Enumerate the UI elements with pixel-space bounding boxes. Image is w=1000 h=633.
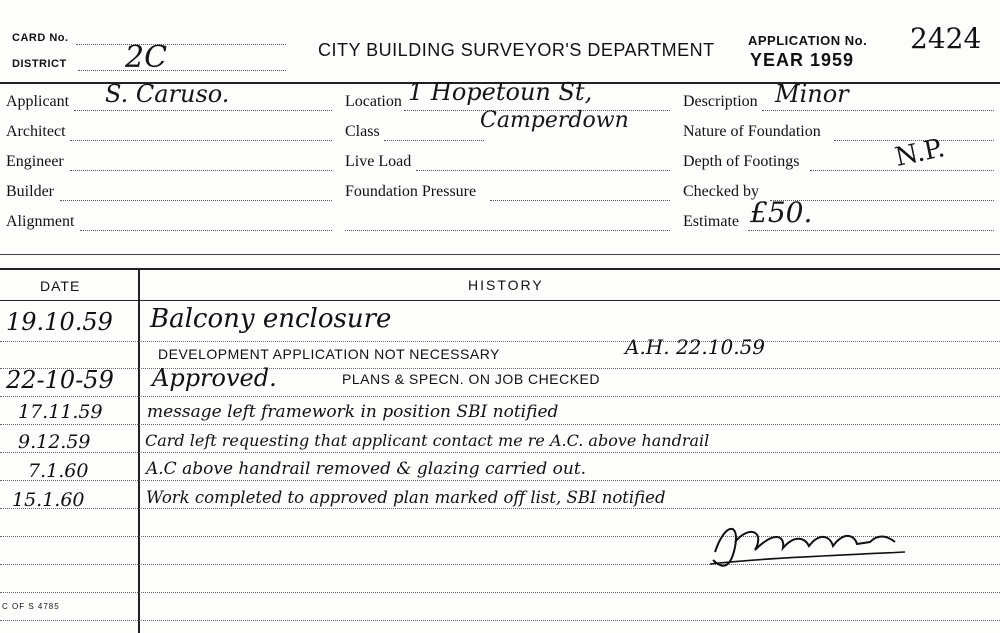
row-line xyxy=(0,424,1000,425)
row-line xyxy=(0,368,1000,369)
description-line xyxy=(762,110,994,111)
builder-label: Builder xyxy=(6,183,54,200)
history-header-rule xyxy=(0,300,1000,301)
location-label: Location xyxy=(345,93,402,110)
description-value: Minor xyxy=(775,80,849,108)
alignment-line xyxy=(80,230,332,231)
history-entry: A.C above handrail removed & glazing carried out. xyxy=(146,459,587,479)
row-line xyxy=(0,480,1000,481)
estimate-label: Estimate xyxy=(683,213,739,230)
application-no-value: 2424 xyxy=(910,22,982,55)
history-date: 17.11.59 xyxy=(18,401,103,423)
alignment-label: Alignment xyxy=(6,213,75,230)
engineer-line xyxy=(70,170,332,171)
class-line xyxy=(384,140,484,141)
foundation-pressure-line xyxy=(490,200,670,201)
estimate-line xyxy=(748,230,994,231)
history-date: 19.10.59 xyxy=(6,308,113,336)
form-number: C OF S 4785 xyxy=(2,602,60,611)
history-header: HISTORY xyxy=(468,277,544,293)
history-entry: message left framework in position SBI notified xyxy=(147,402,559,422)
history-date: 7.1.60 xyxy=(28,460,89,482)
checked-by-label: Checked by xyxy=(683,183,759,200)
architect-line xyxy=(70,140,332,141)
department-title: CITY BUILDING SURVEYOR'S DEPARTMENT xyxy=(318,40,715,60)
estimate-value: £50. xyxy=(750,196,813,229)
row-line xyxy=(0,592,1000,593)
live-load-label: Live Load xyxy=(345,153,412,170)
row-line xyxy=(0,452,1000,453)
location-value-2: Camperdown xyxy=(480,108,629,133)
application-no-label: APPLICATION No. xyxy=(748,33,868,48)
depth-of-footings-label: Depth of Footings xyxy=(683,153,800,170)
history-entry: Approved. xyxy=(152,364,277,392)
history-stamp: DEVELOPMENT APPLICATION NOT NECESSARY xyxy=(158,346,500,362)
card-no-label: CARD No. xyxy=(12,32,69,44)
depth-of-footings-value: N.P. xyxy=(892,133,948,173)
history-date: 22-10-59 xyxy=(6,366,114,394)
row-line xyxy=(0,341,1000,342)
row-line xyxy=(0,620,1000,621)
history-entry: Balcony enclosure xyxy=(150,304,392,334)
builder-line xyxy=(60,200,332,201)
col2-blank-line xyxy=(345,230,670,231)
district-value: 2C xyxy=(125,40,168,75)
history-entry: Work completed to approved plan marked off list, SBI notified xyxy=(146,488,666,507)
district-label: DISTRICT xyxy=(12,58,67,70)
signature xyxy=(705,512,925,572)
history-entry: Card left requesting that applicant contact me re A.C. above handrail xyxy=(145,431,710,450)
date-header: DATE xyxy=(40,278,81,294)
history-stamp: PLANS & SPECN. ON JOB CHECKED xyxy=(342,371,601,387)
history-date: 9.12.59 xyxy=(18,431,91,453)
live-load-line xyxy=(416,170,670,171)
year-label: YEAR 1959 xyxy=(750,50,855,70)
class-label: Class xyxy=(345,123,380,140)
description-label: Description xyxy=(683,93,758,110)
applicant-line xyxy=(74,110,332,111)
applicant-value: S. Caruso. xyxy=(105,80,230,108)
card-no-line xyxy=(76,44,286,45)
nature-of-foundation-label: Nature of Foundation xyxy=(683,123,821,140)
history-top-rule xyxy=(0,268,1000,270)
foundation-pressure-label: Foundation Pressure xyxy=(345,183,477,200)
row-line xyxy=(0,508,1000,509)
architect-label: Architect xyxy=(6,123,66,140)
row-line xyxy=(0,396,1000,397)
fields-bottom-rule xyxy=(0,254,1000,255)
district-line xyxy=(78,70,286,71)
history-date: 15.1.60 xyxy=(12,489,85,511)
history-initials: A.H. 22.10.59 xyxy=(625,335,766,359)
engineer-label: Engineer xyxy=(6,153,64,170)
location-value-1: 1 Hopetoun St, xyxy=(408,78,593,106)
applicant-label: Applicant xyxy=(6,93,70,110)
